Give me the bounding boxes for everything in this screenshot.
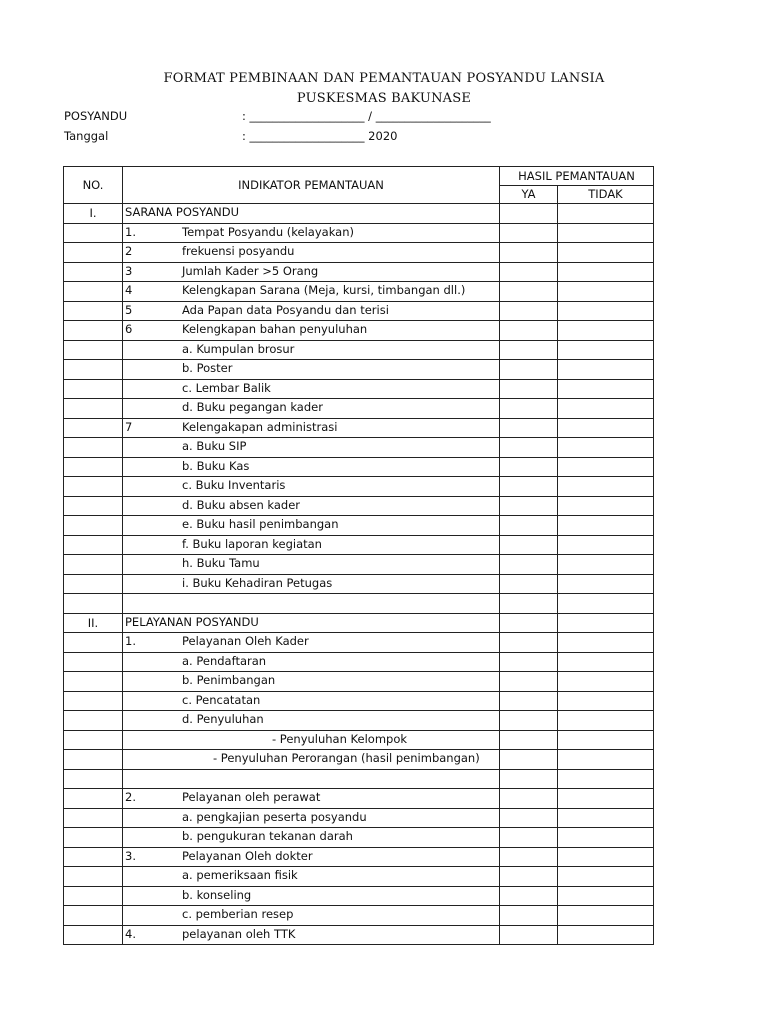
row-indikator-cell [123, 282, 500, 302]
row-indikator-cell [123, 301, 500, 321]
row-no-cell [64, 477, 123, 497]
ya-checkbox-cell[interactable] [500, 516, 558, 536]
row-no-cell [64, 457, 123, 477]
ya-checkbox-cell[interactable] [500, 652, 558, 672]
row-no-cell [64, 496, 123, 516]
table-row [64, 477, 654, 497]
row-no-cell [64, 711, 123, 731]
posyandu-value: : ____________________ / ____________________ [242, 109, 491, 123]
row-no-cell [64, 223, 123, 243]
ya-checkbox-cell[interactable] [500, 321, 558, 341]
row-indikator-cell [123, 633, 500, 653]
tidak-checkbox-cell[interactable] [558, 262, 654, 282]
table-row [64, 418, 654, 438]
ya-checkbox-cell[interactable] [500, 789, 558, 809]
tidak-checkbox-cell[interactable] [558, 438, 654, 458]
row-indikator-cell [123, 204, 500, 224]
tidak-checkbox-cell[interactable] [558, 828, 654, 848]
item-number: 5 [125, 302, 133, 317]
row-indikator-cell [123, 691, 500, 711]
header-no: NO. [64, 167, 123, 204]
ya-checkbox-cell[interactable] [500, 847, 558, 867]
row-indikator-cell [123, 808, 500, 828]
item-number: 4 [125, 283, 133, 298]
ya-checkbox-cell[interactable] [500, 301, 558, 321]
item-text: Kelengkapan bahan penyuluhan [182, 322, 368, 337]
tidak-checkbox-cell[interactable] [558, 594, 654, 614]
row-no-cell [64, 438, 123, 458]
ya-checkbox-cell[interactable] [500, 906, 558, 926]
ya-checkbox-cell[interactable] [500, 262, 558, 282]
table-row [64, 769, 654, 789]
tidak-checkbox-cell[interactable] [558, 360, 654, 380]
row-indikator-cell [123, 496, 500, 516]
item-text: b. pengukuran tekanan darah [182, 829, 353, 844]
row-indikator-cell [123, 555, 500, 575]
item-text: Jumlah Kader >5 Orang [182, 263, 319, 278]
ya-checkbox-cell[interactable] [500, 691, 558, 711]
header-ya: YA [500, 185, 558, 204]
ya-checkbox-cell[interactable] [500, 243, 558, 263]
tidak-checkbox-cell[interactable] [558, 906, 654, 926]
item-text: a. pemeriksaan fisik [182, 868, 298, 883]
ya-checkbox-cell[interactable] [500, 886, 558, 906]
item-text: c. Buku Inventaris [182, 478, 286, 493]
table-row [64, 496, 654, 516]
table-row [64, 379, 654, 399]
row-no-cell [64, 399, 123, 419]
table-row [64, 360, 654, 380]
row-indikator-cell [123, 418, 500, 438]
tidak-checkbox-cell[interactable] [558, 477, 654, 497]
tidak-checkbox-cell[interactable] [558, 204, 654, 224]
row-indikator-cell [123, 243, 500, 263]
table-row [64, 321, 654, 341]
tidak-checkbox-cell[interactable] [558, 730, 654, 750]
item-text: d. Buku pegangan kader [182, 400, 323, 415]
document-subtitle: PUSKESMAS BAKUNASE [296, 91, 472, 106]
row-indikator-cell [123, 613, 500, 633]
tidak-checkbox-cell[interactable] [558, 379, 654, 399]
table-row [64, 867, 654, 887]
row-no-cell [64, 652, 123, 672]
row-no-cell [64, 730, 123, 750]
row-indikator-cell [123, 223, 500, 243]
tidak-checkbox-cell[interactable] [558, 535, 654, 555]
row-no-cell [64, 925, 123, 945]
row-no-cell [64, 340, 123, 360]
row-no-cell [64, 808, 123, 828]
row-indikator-cell [123, 574, 500, 594]
tidak-checkbox-cell[interactable] [558, 243, 654, 263]
tidak-checkbox-cell[interactable] [558, 711, 654, 731]
table-row [64, 789, 654, 809]
tanggal-label: Tanggal [64, 129, 109, 143]
row-no-cell [64, 750, 123, 770]
item-text: frekuensi posyandu [182, 244, 295, 259]
row-indikator-cell [123, 379, 500, 399]
item-text: h. Buku Tamu [182, 556, 260, 571]
row-no-cell [64, 321, 123, 341]
row-indikator-cell [123, 399, 500, 419]
tidak-checkbox-cell[interactable] [558, 847, 654, 867]
ya-checkbox-cell[interactable] [500, 594, 558, 614]
row-no-cell [64, 418, 123, 438]
tidak-checkbox-cell[interactable] [558, 808, 654, 828]
item-text: a. Pendaftaran [182, 653, 267, 668]
tidak-checkbox-cell[interactable] [558, 886, 654, 906]
row-no-cell [64, 516, 123, 536]
ya-checkbox-cell[interactable] [500, 340, 558, 360]
table-row [64, 886, 654, 906]
tidak-checkbox-cell[interactable] [558, 340, 654, 360]
ya-checkbox-cell[interactable] [500, 223, 558, 243]
table-row [64, 340, 654, 360]
row-no-cell [64, 633, 123, 653]
item-text: a. pengkajian peserta posyandu [182, 809, 367, 824]
table-row [64, 438, 654, 458]
row-no-cell [64, 906, 123, 926]
row-no-cell [64, 867, 123, 887]
row-no-cell: I. [64, 204, 123, 224]
table-row [64, 262, 654, 282]
table-row [64, 516, 654, 536]
item-text: Pelayanan Oleh dokter [182, 848, 313, 863]
row-no-cell [64, 769, 123, 789]
ya-checkbox-cell[interactable] [500, 750, 558, 770]
row-no-cell [64, 672, 123, 692]
ya-checkbox-cell[interactable] [500, 535, 558, 555]
row-no-cell [64, 594, 123, 614]
row-no-cell [64, 574, 123, 594]
table-row [64, 399, 654, 419]
row-indikator-cell [123, 672, 500, 692]
row-no-cell [64, 243, 123, 263]
table-row [64, 574, 654, 594]
row-indikator-cell [123, 750, 500, 770]
item-text: c. pemberian resep [182, 907, 294, 922]
table-row [64, 847, 654, 867]
table-row [64, 613, 654, 633]
table-row [64, 633, 654, 653]
ya-checkbox-cell[interactable] [500, 457, 558, 477]
table-row [64, 223, 654, 243]
row-indikator-cell [123, 594, 500, 614]
section-title: PELAYANAN POSYANDU [125, 614, 259, 629]
table-row [64, 691, 654, 711]
row-indikator-cell [123, 828, 500, 848]
table-row [64, 594, 654, 614]
tidak-checkbox-cell[interactable] [558, 321, 654, 341]
item-text: b. Penimbangan [182, 673, 276, 688]
ya-checkbox-cell[interactable] [500, 828, 558, 848]
table-row [64, 750, 654, 770]
item-text: Pelayanan Oleh Kader [182, 634, 309, 649]
item-number: 7 [125, 419, 133, 434]
ya-checkbox-cell[interactable] [500, 399, 558, 419]
ya-checkbox-cell[interactable] [500, 867, 558, 887]
item-text: d. Buku absen kader [182, 497, 301, 512]
table-row [64, 282, 654, 302]
row-no-cell: II. [64, 613, 123, 633]
row-indikator-cell [123, 516, 500, 536]
item-text: Pelayanan oleh perawat [182, 790, 321, 805]
tidak-checkbox-cell[interactable] [558, 789, 654, 809]
item-text: a. Kumpulan brosur [182, 341, 295, 356]
row-indikator-cell [123, 321, 500, 341]
item-text: c. Lembar Balik [182, 380, 271, 395]
row-indikator-cell [123, 925, 500, 945]
ya-checkbox-cell[interactable] [500, 672, 558, 692]
tidak-checkbox-cell[interactable] [558, 418, 654, 438]
posyandu-label: POSYANDU [64, 109, 128, 123]
row-no-cell [64, 828, 123, 848]
row-indikator-cell [123, 769, 500, 789]
item-text: b. Poster [182, 361, 233, 376]
item-number: 1. [125, 634, 136, 649]
document-title: FORMAT PEMBINAAN DAN PEMANTAUAN POSYANDU LANSIA [163, 71, 605, 86]
row-indikator-cell [123, 847, 500, 867]
tidak-checkbox-cell[interactable] [558, 223, 654, 243]
tidak-checkbox-cell[interactable] [558, 399, 654, 419]
ya-checkbox-cell[interactable] [500, 633, 558, 653]
table-row [64, 204, 654, 224]
row-indikator-cell [123, 438, 500, 458]
table-row [64, 711, 654, 731]
item-subtext: - Penyuluhan Perorangan (hasil penimbangan) [213, 751, 480, 766]
ya-checkbox-cell[interactable] [500, 925, 558, 945]
item-text: Kelengkapan Sarana (Meja, kursi, timbangan dll.) [182, 283, 466, 298]
item-text: b. Buku Kas [182, 458, 250, 473]
row-no-cell [64, 535, 123, 555]
tidak-checkbox-cell[interactable] [558, 574, 654, 594]
item-text: Tempat Posyandu (kelayakan) [182, 224, 354, 239]
row-indikator-cell [123, 360, 500, 380]
row-indikator-cell [123, 262, 500, 282]
tidak-checkbox-cell[interactable] [558, 633, 654, 653]
tidak-checkbox-cell[interactable] [558, 750, 654, 770]
ya-checkbox-cell[interactable] [500, 574, 558, 594]
row-no-cell [64, 360, 123, 380]
tidak-checkbox-cell[interactable] [558, 282, 654, 302]
row-indikator-cell [123, 340, 500, 360]
tanggal-value: : ____________________ 2020 [242, 129, 398, 143]
row-indikator-cell [123, 652, 500, 672]
table-row [64, 535, 654, 555]
item-text: pelayanan oleh TTK [182, 926, 296, 941]
ya-checkbox-cell[interactable] [500, 418, 558, 438]
ya-checkbox-cell[interactable] [500, 282, 558, 302]
table-row [64, 457, 654, 477]
row-indikator-cell [123, 535, 500, 555]
ya-checkbox-cell[interactable] [500, 496, 558, 516]
row-no-cell [64, 886, 123, 906]
header-indikator: INDIKATOR PEMANTAUAN [123, 167, 500, 204]
item-text: c. Pencatatan [182, 692, 261, 707]
row-no-cell [64, 789, 123, 809]
row-no-cell [64, 847, 123, 867]
tidak-checkbox-cell[interactable] [558, 496, 654, 516]
table-row [64, 906, 654, 926]
monitoring-table [63, 166, 654, 945]
table-row [64, 925, 654, 945]
row-indikator-cell [123, 886, 500, 906]
tidak-checkbox-cell[interactable] [558, 613, 654, 633]
tidak-checkbox-cell[interactable] [558, 769, 654, 789]
ya-checkbox-cell[interactable] [500, 613, 558, 633]
item-number: 2 [125, 244, 133, 259]
tidak-checkbox-cell[interactable] [558, 672, 654, 692]
ya-checkbox-cell[interactable] [500, 204, 558, 224]
ya-checkbox-cell[interactable] [500, 769, 558, 789]
row-no-cell [64, 282, 123, 302]
row-no-cell [64, 301, 123, 321]
row-indikator-cell [123, 477, 500, 497]
item-number: 6 [125, 322, 133, 337]
item-text: d. Penyuluhan [182, 712, 264, 727]
header-hasil: HASIL PEMANTAUAN [500, 167, 654, 186]
row-no-cell [64, 555, 123, 575]
tidak-checkbox-cell[interactable] [558, 457, 654, 477]
row-no-cell [64, 691, 123, 711]
item-text: a. Buku SIP [182, 439, 247, 454]
table-row [64, 672, 654, 692]
ya-checkbox-cell[interactable] [500, 711, 558, 731]
ya-checkbox-cell[interactable] [500, 360, 558, 380]
item-text: i. Buku Kehadiran Petugas [182, 575, 333, 590]
table-row [64, 828, 654, 848]
ya-checkbox-cell[interactable] [500, 730, 558, 750]
item-number: 4. [125, 926, 136, 941]
row-indikator-cell [123, 711, 500, 731]
row-indikator-cell [123, 906, 500, 926]
tidak-checkbox-cell[interactable] [558, 555, 654, 575]
item-number: 3 [125, 263, 133, 278]
tidak-checkbox-cell[interactable] [558, 925, 654, 945]
item-text: Kelengakapan administrasi [182, 419, 338, 434]
tidak-checkbox-cell[interactable] [558, 301, 654, 321]
item-text: f. Buku laporan kegiatan [182, 536, 322, 551]
table-row [64, 808, 654, 828]
ya-checkbox-cell[interactable] [500, 555, 558, 575]
item-text: b. konseling [182, 887, 252, 902]
tidak-checkbox-cell[interactable] [558, 516, 654, 536]
ya-checkbox-cell[interactable] [500, 477, 558, 497]
row-no-cell [64, 262, 123, 282]
item-number: 3. [125, 848, 136, 863]
row-indikator-cell [123, 457, 500, 477]
ya-checkbox-cell[interactable] [500, 379, 558, 399]
item-text: e. Buku hasil penimbangan [182, 517, 339, 532]
item-number: 1. [125, 224, 136, 239]
tidak-checkbox-cell[interactable] [558, 867, 654, 887]
header-tidak: TIDAK [558, 185, 654, 204]
table-row [64, 243, 654, 263]
item-number: 2. [125, 790, 136, 805]
item-subtext: - Penyuluhan Kelompok [272, 731, 408, 746]
row-no-cell [64, 379, 123, 399]
tidak-checkbox-cell[interactable] [558, 691, 654, 711]
row-indikator-cell [123, 867, 500, 887]
ya-checkbox-cell[interactable] [500, 808, 558, 828]
table-row [64, 730, 654, 750]
section-title: SARANA POSYANDU [125, 205, 240, 220]
table-row [64, 301, 654, 321]
ya-checkbox-cell[interactable] [500, 438, 558, 458]
table-row [64, 652, 654, 672]
table-row [64, 555, 654, 575]
tidak-checkbox-cell[interactable] [558, 652, 654, 672]
row-indikator-cell [123, 789, 500, 809]
item-text: Ada Papan data Posyandu dan terisi [182, 302, 389, 317]
row-indikator-cell [123, 730, 500, 750]
